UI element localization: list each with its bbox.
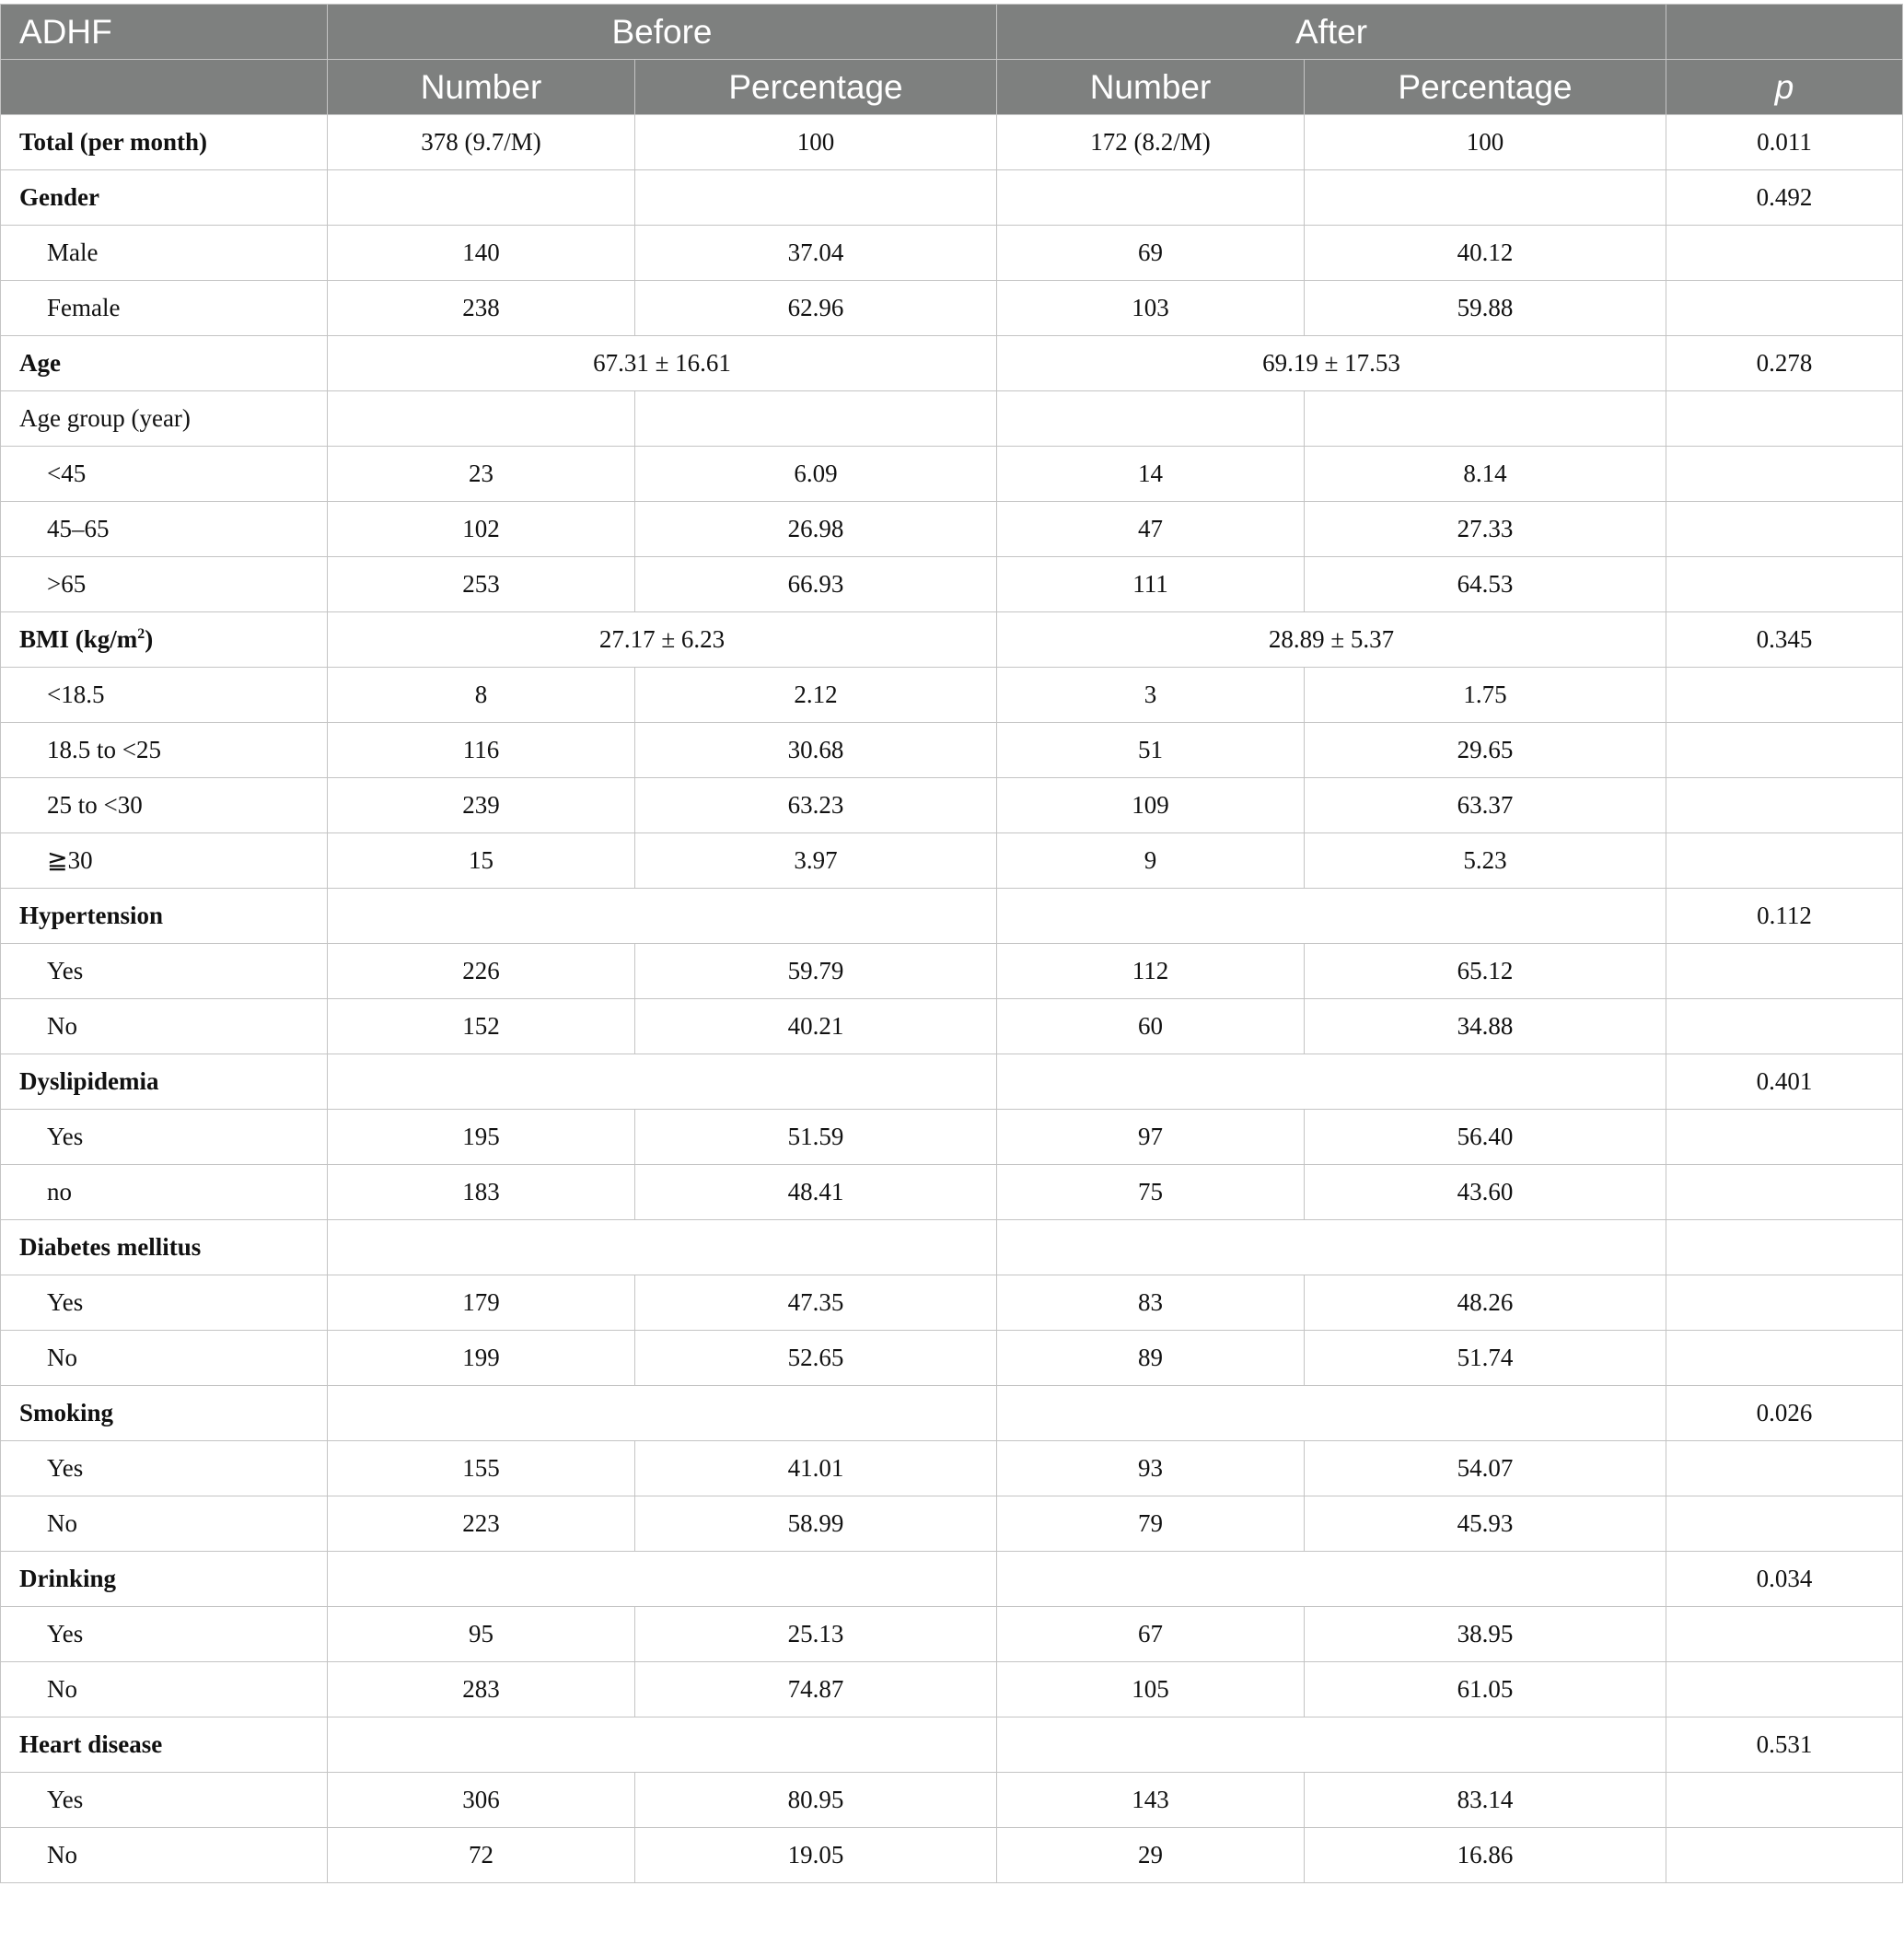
after-percentage: 27.33 [1305, 502, 1666, 557]
after-percentage: 64.53 [1305, 557, 1666, 612]
row-label-main: No [47, 1012, 77, 1040]
before-percentage: 48.41 [635, 1165, 997, 1220]
after-percentage: 59.88 [1305, 281, 1666, 336]
after-number: 172 (8.2/M) [997, 115, 1305, 170]
before-number: 23 [328, 447, 635, 502]
before-mean-sd: 27.17 ± 6.23 [328, 612, 997, 668]
table-row [1, 1054, 1903, 1110]
table-row [1, 889, 1903, 944]
after-number: 97 [997, 1110, 1305, 1165]
row-label-text [47, 1178, 72, 1205]
after-number: 47 [997, 502, 1305, 557]
before-number: 179 [328, 1275, 635, 1331]
header-empty [1666, 5, 1903, 60]
row-label-main: Yes [47, 1123, 84, 1150]
row-label-text [47, 1620, 83, 1647]
row-label-main: Yes [47, 1454, 84, 1482]
p-value [1666, 1275, 1903, 1331]
table-row [1, 281, 1903, 336]
after-number: 112 [997, 944, 1305, 999]
row-label-text [47, 515, 110, 542]
row-label [1, 1441, 328, 1496]
before-percentage: 30.68 [635, 723, 997, 778]
p-value [1666, 778, 1903, 833]
header-row-1 [1, 5, 1903, 60]
after-percentage: 16.86 [1305, 1828, 1666, 1883]
row-label-main: Yes [47, 1288, 84, 1316]
row-label [1, 723, 328, 778]
table-row [1, 1165, 1903, 1220]
before-number: 253 [328, 557, 635, 612]
row-label [1, 944, 328, 999]
table-row [1, 612, 1903, 668]
table-row [1, 1773, 1903, 1828]
after-number [997, 170, 1305, 226]
before-number: 199 [328, 1331, 635, 1386]
before-percentage: 2.12 [635, 668, 997, 723]
row-label [1, 170, 328, 226]
before-number: 155 [328, 1441, 635, 1496]
after-percentage: 65.12 [1305, 944, 1666, 999]
row-label [1, 999, 328, 1054]
before-percentage [635, 170, 997, 226]
before-number [328, 391, 635, 447]
after-blank [997, 1552, 1666, 1607]
row-label-main: >65 [47, 570, 87, 598]
table-row [1, 778, 1903, 833]
row-label-text [47, 294, 120, 321]
row-label-text [47, 1288, 83, 1316]
table-row [1, 1717, 1903, 1773]
after-percentage: 51.74 [1305, 1331, 1666, 1386]
after-percentage: 38.95 [1305, 1607, 1666, 1662]
row-label [1, 1331, 328, 1386]
row-label-main: No [47, 1675, 77, 1703]
row-label-main: Diabetes mellitus [19, 1233, 202, 1261]
row-label-main: no [47, 1178, 72, 1205]
before-percentage [635, 391, 997, 447]
row-label-main: ≧30 [47, 846, 93, 874]
p-value [1666, 1773, 1903, 1828]
after-blank [997, 889, 1666, 944]
header-after-number: Number [997, 60, 1305, 115]
row-label-main: 45–65 [47, 515, 110, 542]
p-value [1666, 557, 1903, 612]
row-label-main: <45 [47, 460, 87, 487]
after-number: 75 [997, 1165, 1305, 1220]
after-number: 143 [997, 1773, 1305, 1828]
p-value [1666, 447, 1903, 502]
before-percentage: 47.35 [635, 1275, 997, 1331]
row-label-main: Drinking [19, 1565, 117, 1592]
row-label-text [47, 1675, 77, 1703]
row-label-text [19, 349, 61, 377]
after-number: 67 [997, 1607, 1305, 1662]
after-number: 3 [997, 668, 1305, 723]
row-label [1, 1054, 328, 1110]
before-number: 102 [328, 502, 635, 557]
after-number: 93 [997, 1441, 1305, 1496]
header-before-number: Number [328, 60, 635, 115]
p-value: 0.034 [1666, 1552, 1903, 1607]
header-row-2 [1, 60, 1903, 115]
after-percentage: 100 [1305, 115, 1666, 170]
after-percentage: 48.26 [1305, 1275, 1666, 1331]
before-percentage: 66.93 [635, 557, 997, 612]
row-label-main: Male [47, 239, 99, 266]
row-label-text [47, 1344, 77, 1371]
data-table [0, 4, 1903, 1883]
row-label-text [19, 183, 99, 211]
p-value: 0.492 [1666, 170, 1903, 226]
row-label-text [19, 404, 191, 432]
before-blank [328, 889, 997, 944]
row-label-text [47, 681, 104, 708]
before-number: 140 [328, 226, 635, 281]
before-blank [328, 1717, 997, 1773]
after-number: 60 [997, 999, 1305, 1054]
table-body [1, 115, 1903, 1883]
before-number: 116 [328, 723, 635, 778]
before-percentage: 6.09 [635, 447, 997, 502]
row-label [1, 391, 328, 447]
header-before: Before [328, 5, 997, 60]
before-percentage: 63.23 [635, 778, 997, 833]
p-value [1666, 1220, 1903, 1275]
row-label-main: Smoking [19, 1399, 114, 1426]
before-percentage: 59.79 [635, 944, 997, 999]
after-blank [997, 1220, 1666, 1275]
before-percentage: 62.96 [635, 281, 997, 336]
p-value [1666, 1110, 1903, 1165]
before-number: 95 [328, 1607, 635, 1662]
table-row [1, 1441, 1903, 1496]
before-number: 72 [328, 1828, 635, 1883]
after-number: 29 [997, 1828, 1305, 1883]
p-value [1666, 1607, 1903, 1662]
table-row [1, 336, 1903, 391]
table-row [1, 1275, 1903, 1331]
after-percentage: 45.93 [1305, 1496, 1666, 1552]
after-number: 79 [997, 1496, 1305, 1552]
row-label-text [47, 460, 86, 487]
p-value [1666, 1828, 1903, 1883]
before-percentage: 19.05 [635, 1828, 997, 1883]
header-before-percentage: Percentage [635, 60, 997, 115]
before-blank [328, 1220, 997, 1275]
row-label-main: Yes [47, 1786, 84, 1813]
after-percentage: 1.75 [1305, 668, 1666, 723]
after-mean-sd: 28.89 ± 5.37 [997, 612, 1666, 668]
table-header [1, 5, 1903, 115]
before-number: 195 [328, 1110, 635, 1165]
p-value [1666, 391, 1903, 447]
row-label-text [19, 1399, 113, 1426]
row-label [1, 115, 328, 170]
after-mean-sd: 69.19 ± 17.53 [997, 336, 1666, 391]
table-row [1, 1110, 1903, 1165]
after-blank [997, 1717, 1666, 1773]
after-number: 103 [997, 281, 1305, 336]
table-row [1, 226, 1903, 281]
table-row [1, 833, 1903, 889]
p-value: 0.278 [1666, 336, 1903, 391]
before-number: 183 [328, 1165, 635, 1220]
table-row [1, 502, 1903, 557]
p-value: 0.401 [1666, 1054, 1903, 1110]
row-label-main: Heart disease [19, 1730, 163, 1758]
after-blank [997, 1054, 1666, 1110]
header-adhf: ADHF [1, 5, 328, 60]
p-value [1666, 944, 1903, 999]
row-label-text [47, 1841, 77, 1869]
before-number: 238 [328, 281, 635, 336]
before-percentage: 58.99 [635, 1496, 997, 1552]
p-value [1666, 1165, 1903, 1220]
p-value [1666, 1331, 1903, 1386]
before-number [328, 170, 635, 226]
before-percentage: 80.95 [635, 1773, 997, 1828]
before-blank [328, 1054, 997, 1110]
after-percentage [1305, 170, 1666, 226]
before-percentage: 100 [635, 115, 997, 170]
row-label [1, 1717, 328, 1773]
p-value [1666, 502, 1903, 557]
row-label [1, 447, 328, 502]
row-label [1, 1607, 328, 1662]
after-number: 89 [997, 1331, 1305, 1386]
before-number: 152 [328, 999, 635, 1054]
row-label [1, 502, 328, 557]
after-percentage: 83.14 [1305, 1773, 1666, 1828]
row-label [1, 1552, 328, 1607]
row-label-main: Total (per month) [19, 128, 208, 156]
row-label [1, 1110, 328, 1165]
row-label [1, 557, 328, 612]
after-percentage: 40.12 [1305, 226, 1666, 281]
row-label-text [19, 1067, 159, 1095]
after-blank [997, 1386, 1666, 1441]
p-value: 0.026 [1666, 1386, 1903, 1441]
row-label [1, 889, 328, 944]
before-percentage: 51.59 [635, 1110, 997, 1165]
p-value [1666, 999, 1903, 1054]
before-blank [328, 1386, 997, 1441]
row-label [1, 1773, 328, 1828]
row-label-text [19, 1730, 162, 1758]
after-number: 83 [997, 1275, 1305, 1331]
row-label-superscript: 2 [137, 626, 145, 642]
before-number: 226 [328, 944, 635, 999]
before-number: 15 [328, 833, 635, 889]
before-percentage: 26.98 [635, 502, 997, 557]
row-label-main: No [47, 1841, 77, 1869]
row-label-text [47, 1454, 83, 1482]
before-percentage: 3.97 [635, 833, 997, 889]
p-value: 0.112 [1666, 889, 1903, 944]
after-percentage: 8.14 [1305, 447, 1666, 502]
p-value [1666, 1662, 1903, 1717]
row-label-main: Yes [47, 957, 84, 984]
p-value [1666, 281, 1903, 336]
row-label-main: No [47, 1509, 77, 1537]
row-label-main: No [47, 1344, 77, 1371]
table-row [1, 115, 1903, 170]
after-number: 111 [997, 557, 1305, 612]
row-label [1, 1386, 328, 1441]
row-label-text [47, 846, 93, 874]
row-label [1, 1828, 328, 1883]
row-label-text [47, 791, 143, 819]
table-row [1, 668, 1903, 723]
after-number: 105 [997, 1662, 1305, 1717]
row-label [1, 1275, 328, 1331]
after-percentage: 43.60 [1305, 1165, 1666, 1220]
before-number: 283 [328, 1662, 635, 1717]
row-label-main: BMI (kg/m [19, 625, 138, 653]
table-row [1, 170, 1903, 226]
before-number: 239 [328, 778, 635, 833]
row-label-text [47, 1123, 83, 1150]
table-row [1, 723, 1903, 778]
table-row [1, 1662, 1903, 1717]
p-value: 0.531 [1666, 1717, 1903, 1773]
table-row [1, 999, 1903, 1054]
row-label [1, 833, 328, 889]
before-mean-sd: 67.31 ± 16.61 [328, 336, 997, 391]
row-label [1, 1220, 328, 1275]
table-row [1, 391, 1903, 447]
row-label-text [19, 625, 153, 653]
row-label-text [19, 128, 207, 156]
before-percentage: 74.87 [635, 1662, 997, 1717]
before-number: 8 [328, 668, 635, 723]
row-label [1, 226, 328, 281]
after-percentage: 63.37 [1305, 778, 1666, 833]
row-label [1, 1662, 328, 1717]
row-label-main: 18.5 to <25 [47, 736, 161, 763]
table-row [1, 1496, 1903, 1552]
row-label-tail: ) [145, 625, 154, 653]
row-label-main: Gender [19, 183, 99, 211]
before-number: 223 [328, 1496, 635, 1552]
table-row [1, 1220, 1903, 1275]
row-label [1, 612, 328, 668]
row-label-text [47, 1012, 77, 1040]
row-label-text [47, 239, 98, 266]
table-row [1, 1331, 1903, 1386]
before-percentage: 41.01 [635, 1441, 997, 1496]
after-percentage: 34.88 [1305, 999, 1666, 1054]
row-label [1, 281, 328, 336]
row-label [1, 336, 328, 391]
row-label-main: Age group (year) [19, 404, 191, 432]
before-blank [328, 1552, 997, 1607]
before-number: 378 (9.7/M) [328, 115, 635, 170]
row-label-main: Hypertension [19, 902, 164, 929]
row-label [1, 1165, 328, 1220]
row-label-text [19, 1565, 116, 1592]
table-row [1, 1607, 1903, 1662]
p-value: 0.345 [1666, 612, 1903, 668]
row-label-text [19, 902, 163, 929]
header-after-percentage: Percentage [1305, 60, 1666, 115]
after-number: 51 [997, 723, 1305, 778]
before-number: 306 [328, 1773, 635, 1828]
after-percentage: 54.07 [1305, 1441, 1666, 1496]
after-number [997, 391, 1305, 447]
after-percentage: 56.40 [1305, 1110, 1666, 1165]
p-value [1666, 723, 1903, 778]
after-number: 69 [997, 226, 1305, 281]
table-row [1, 1552, 1903, 1607]
table-row [1, 557, 1903, 612]
row-label [1, 668, 328, 723]
p-value [1666, 226, 1903, 281]
row-label-main: Age [19, 349, 61, 377]
row-label-main: Yes [47, 1620, 84, 1647]
row-label-main: Female [47, 294, 121, 321]
header-p-value: p [1666, 60, 1903, 115]
p-value [1666, 1496, 1903, 1552]
p-value: 0.011 [1666, 115, 1903, 170]
before-percentage: 52.65 [635, 1331, 997, 1386]
p-value [1666, 668, 1903, 723]
row-label-main: 25 to <30 [47, 791, 143, 819]
row-label-text [47, 736, 161, 763]
row-label-main: Dyslipidemia [19, 1067, 159, 1095]
row-label-text [47, 1786, 83, 1813]
row-label-text [47, 1509, 77, 1537]
header-empty-label [1, 60, 328, 115]
table-row [1, 944, 1903, 999]
table-row [1, 1828, 1903, 1883]
table-row [1, 447, 1903, 502]
p-value [1666, 833, 1903, 889]
p-value [1666, 1441, 1903, 1496]
row-label-text [47, 570, 86, 598]
row-label [1, 778, 328, 833]
table-row [1, 1386, 1903, 1441]
header-after: After [997, 5, 1666, 60]
after-number: 109 [997, 778, 1305, 833]
after-number: 9 [997, 833, 1305, 889]
row-label-main: <18.5 [47, 681, 105, 708]
before-percentage: 40.21 [635, 999, 997, 1054]
row-label [1, 1496, 328, 1552]
after-percentage: 61.05 [1305, 1662, 1666, 1717]
before-percentage: 37.04 [635, 226, 997, 281]
after-percentage: 5.23 [1305, 833, 1666, 889]
row-label-text [19, 1233, 201, 1261]
before-percentage: 25.13 [635, 1607, 997, 1662]
after-number: 14 [997, 447, 1305, 502]
after-percentage: 29.65 [1305, 723, 1666, 778]
row-label-text [47, 957, 83, 984]
after-percentage [1305, 391, 1666, 447]
